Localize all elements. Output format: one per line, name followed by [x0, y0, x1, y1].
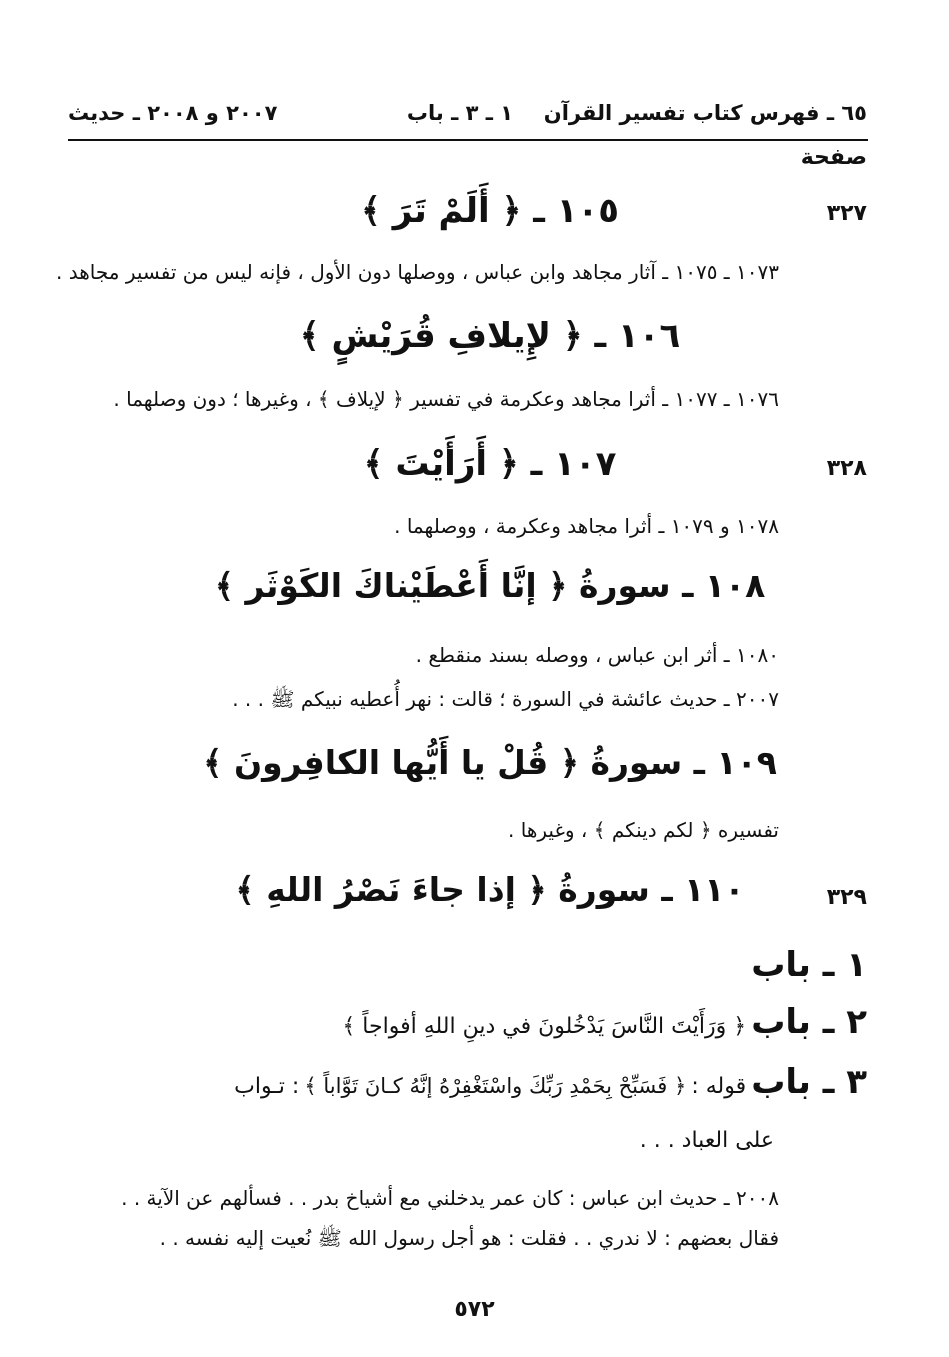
- line-1080: ١٠٨٠ ـ أثر ابن عباس ، ووصله بسند منقطع .: [415, 643, 779, 667]
- header-right: ٦٥ ـ فهرس كتاب تفسير القرآن: [543, 101, 867, 125]
- line-2007: ٢٠٠٧ ـ حديث عائشة في السورة ؛ قالت : نهر أُعطيه نبيكم ﷺ . . .: [232, 687, 779, 711]
- bab-3: [234, 1062, 867, 1102]
- header-rule: [68, 139, 868, 141]
- bab-1: ١ ـ باب: [751, 945, 867, 985]
- header-center: ١ ـ ٣ ـ باب: [406, 101, 514, 125]
- line-2008-1: ٢٠٠٨ ـ حديث ابن عباس : كان عمر يدخلني مع أشياخ بدر . . فسألهم عن الآية . .: [121, 1186, 779, 1210]
- bab-3-text1: قوله :: [691, 1074, 747, 1099]
- line-1076: ١٠٧٦ ـ ١٠٧٧ ـ أثرا مجاهد وعكرمة في تفسير ﴿ لإيلاف ﴾ ، وغيرها ؛ دون وصلهما .: [113, 387, 779, 411]
- line-tafsir: تفسيره ﴿ لكم دينكم ﴾ ، وغيرها .: [508, 818, 779, 842]
- page-ref-328: ٣٢٨: [826, 456, 867, 481]
- bab-2: [342, 1002, 867, 1042]
- bab-2-text: ﴿ وَرَأَيْتَ النَّاسَ يَدْخُلونَ في دينِ اللهِ أفواجاً ﴾: [342, 1014, 747, 1039]
- bab-3-continuation: على العباد . . .: [639, 1128, 774, 1153]
- line-2008-2: فقال بعضهم : لا ندري . . فقلت : هو أجل رسول الله ﷺ نُعيت إليه نفسه . .: [159, 1226, 779, 1250]
- surah-110-title: ١١٠ ـ سورةُ ﴿ إذا جاءَ نَصْرُ اللهِ ﴾: [235, 870, 745, 909]
- bab-3-text2: ﴿ فَسَبِّحْ بِحَمْدِ رَبِّكَ واسْتَغْفِرْهُ إنَّهُ كـانَ تَوَّاباً ﴾: [304, 1074, 687, 1098]
- bab-2-label: ٢ ـ باب: [751, 1002, 867, 1042]
- page-ref-327: ٣٢٧: [826, 201, 867, 226]
- surah-108-title: ١٠٨ ـ سورةُ ﴿ إنَّا أَعْطَيْناكَ الكَوْثَر ﴾: [214, 566, 766, 605]
- surah-105-title: ١٠٥ ـ ﴿ أَلَمْ تَرَ ﴾: [361, 191, 619, 231]
- page-number: ٥٧٢: [454, 1297, 495, 1322]
- surah-106-title: ١٠٦ ـ ﴿ لإِيلافِ قُرَيْشٍ ﴾: [299, 316, 681, 356]
- header-left: ٢٠٠٧ و ٢٠٠٨ ـ حديث: [68, 101, 278, 125]
- line-1078: ١٠٧٨ و ١٠٧٩ ـ أثرا مجاهد وعكرمة ، ووصلهما .: [394, 514, 779, 538]
- line-1073: ١٠٧٣ ـ ١٠٧٥ ـ آثار مجاهد وابن عباس ، ووصلها دون الأول ، فإنه ليس من تفسير مجاهد .: [56, 260, 779, 284]
- surah-107-title: ١٠٧ ـ ﴿ أَرَأَيْتَ ﴾: [363, 444, 617, 484]
- surah-109-title: ١٠٩ ـ سورةُ ﴿ قُلْ يا أَيُّها الكافِرونَ ﴾: [203, 743, 777, 782]
- page-ref-329: ٣٢٩: [826, 885, 867, 910]
- bab-3-label: ٣ ـ باب: [751, 1062, 867, 1102]
- bab-3-text3: : تـواب: [234, 1074, 300, 1099]
- column-label: صفحة: [800, 145, 867, 170]
